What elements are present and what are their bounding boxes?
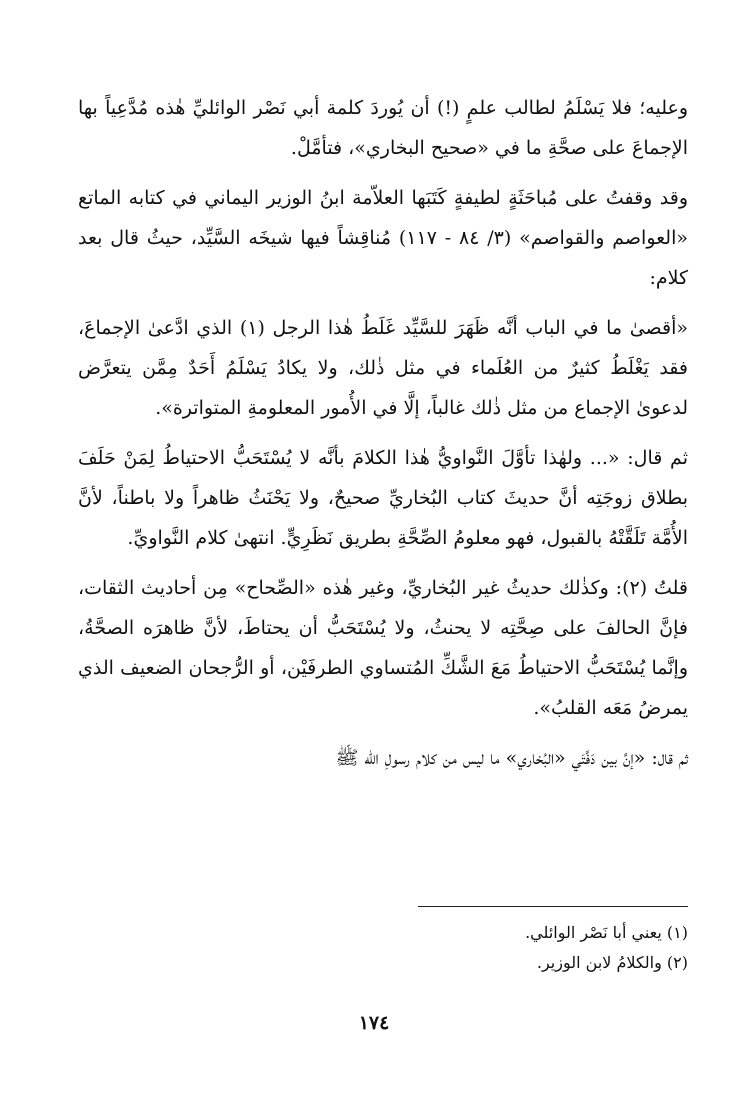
paragraph-1: وعليه؛ فلا يَسْلَمُ لطالب علمٍ (!) أن يُوردَ كلمة أبي نَصْر الوائليِّ هٰذه مُدَّعِياً بها الإجماعَ على صحَّةِ ما في «صحيح البخاري»، فتأمَّلْ. xyxy=(78,97,688,159)
paragraph-3-quote: «أقصىٰ ما في الباب أنَّه ظَهَرَ للسَّيِّد غَلَطُ هٰذا الرجل (١) الذي ادَّعىٰ الإجماعَ، فقد يَغْلَطُ كثيرٌ من العُلَماء في مثل ذٰلك، ولا يكادُ يَسْلَمُ أَحَدٌ مِمَّن يتعرَّض لدعوىٰ الإجماع من مثل ذٰلك غالباً، إلَّا في الأُمور المعلومةِ المتواترة». xyxy=(78,317,688,419)
paragraph-2: وقد وقفتُ على مُباحَثَةٍ لطيفةٍ كَتَبَها العلاّمة ابنُ الوزير اليماني في كتابه الماتع «العواصم والقواصم» (٣/ ٨٤ - ١١٧) مُناقِشاً فيها شيخَه السَّيِّد، حيثُ قال بعد كلام: xyxy=(78,187,689,289)
page-number: ١٧٤ xyxy=(358,1012,390,1034)
footnote-1: (١) يعني أبا نَصْر الوائلي. xyxy=(525,923,688,942)
footnote-2: (٢) والكلامُ لابن الوزير. xyxy=(536,953,688,972)
footnotes xyxy=(78,918,688,978)
main-text xyxy=(78,88,688,788)
paragraph-5: قلتُ (٢): وكذٰلك حديثُ غير البُخاريِّ، وغير هٰذه «الصِّحاح» مِن أحاديث الثقات، فإنَّ الحالفَ على صِحَّتِه لا يحنثُ، ولا يُسْتَحَبُّ أن يحتاطَ، لأنَّ ظاهرَه الصحَّةُ، وإنَّما يُسْتَحَبُّ الاحتياطُ مَعَ الشَّكِّ المُتساوي الطرفَيْن، أو الرُّجحان الضعيف الذي يمرضُ مَعَه القلبُ». xyxy=(78,577,688,719)
paragraph-4: ثم قال: «... ولهٰذا تأوَّلَ النَّواويُّ هٰذا الكلامَ بأنَّه لا يُسْتَحَبُّ الاحتياطُ لِمَنْ حَلَفَ بطلاق زوجَتِه أنَّ حديثَ كتاب البُخاريِّ صحيحٌ، ولا يَحْنَثُ ظاهراً ولا باطناً، لأنَّ الأُمَّة تَلَقَّتْهُ بالقبول، فهو معلومُ الصِّحَّةِ بطريق نَظَرِيٍّ. انتهىٰ كلام النَّواويِّ. xyxy=(78,447,688,549)
paragraph-6: ثم قال: «إنَّ بين دَفَّتَي «البُخاري» ما ليس من كلام رسولِ الله ﷺ xyxy=(335,747,688,769)
footnote-separator xyxy=(418,906,688,907)
